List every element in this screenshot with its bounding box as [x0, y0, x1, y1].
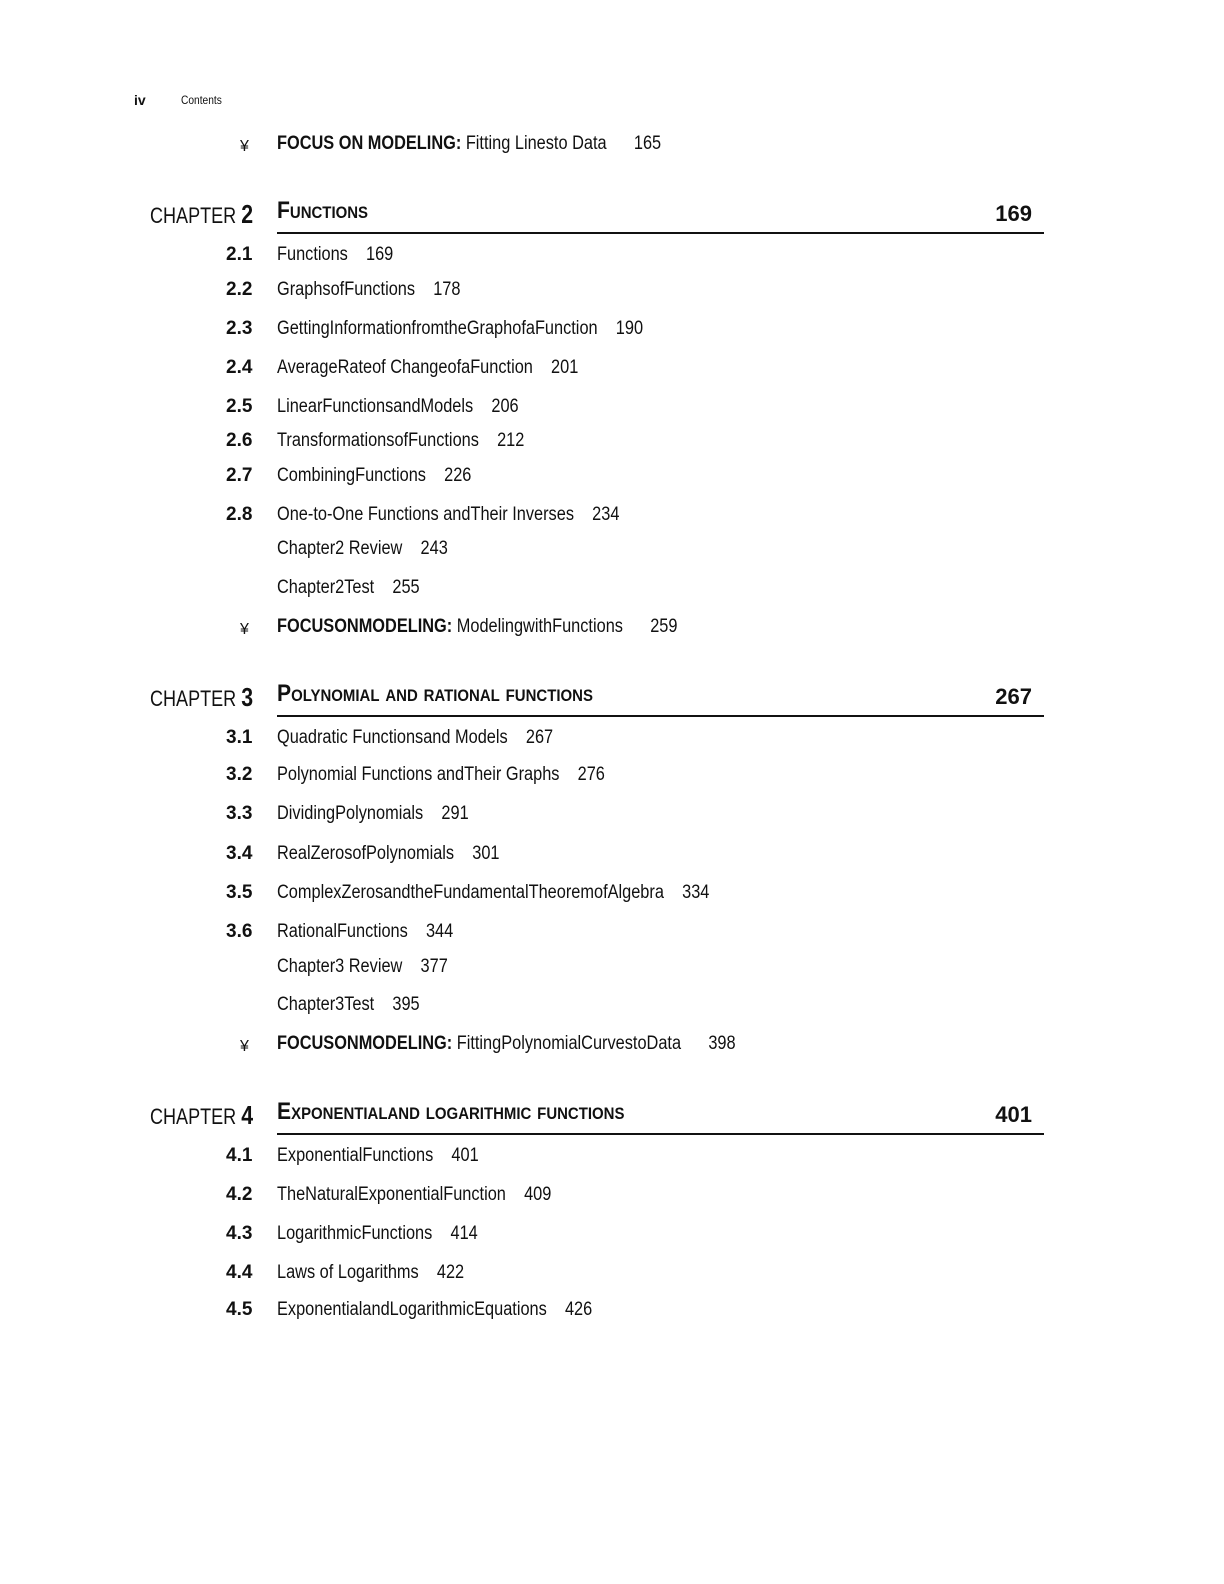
spacer: [473, 396, 491, 417]
entry-title: Polynomial Functions andTheir Graphs: [277, 764, 560, 785]
section-number: 3.2: [226, 764, 253, 785]
entry-text: [277, 1033, 736, 1055]
entry-text: [277, 616, 677, 638]
entry-title: RationalFunctions: [277, 921, 408, 942]
entry-title: FittingPolynomialCurvestoData: [456, 1033, 682, 1054]
chapter-heading[interactable]: [150, 195, 1044, 235]
spacer: [348, 244, 366, 265]
chapter-page: 267: [995, 684, 1032, 709]
chapter-title: Polynomial and rational functions: [277, 680, 593, 707]
chapter-label: [150, 682, 253, 713]
entry-title: Laws of Logarithms: [277, 1262, 419, 1283]
section-number: 2.6: [226, 430, 253, 451]
entry-page: 190: [615, 318, 644, 339]
entry-title: Chapter3 Review: [277, 956, 403, 977]
entry-text: [277, 956, 448, 978]
spacer: [423, 803, 441, 824]
spacer: [607, 133, 634, 154]
entry-page: 334: [682, 882, 710, 903]
entry-page: 178: [433, 279, 461, 300]
running-head: [134, 92, 222, 108]
spacer: [479, 430, 497, 451]
focus-prefix: FOCUSONMODELING:: [277, 616, 453, 637]
entry-page: 234: [592, 504, 620, 525]
entry-page: 212: [497, 430, 525, 451]
chapter-heading[interactable]: [150, 1096, 1044, 1136]
entry-title: GettingInformationfromtheGraphofaFunction: [277, 318, 598, 339]
chapter-title: Exponentialand logarithmic functions: [277, 1098, 625, 1125]
section-number: 4.3: [226, 1223, 253, 1244]
entry-title: GraphsofFunctions: [277, 279, 416, 300]
entry-page: 169: [366, 244, 394, 265]
section-number: 3.5: [226, 882, 253, 903]
entry-text: [277, 318, 643, 340]
entry-text: [277, 803, 469, 825]
spacer: [432, 1223, 450, 1244]
chapter-word: CHAPTER: [150, 686, 237, 711]
entry-text: [277, 504, 619, 526]
entry-text: [277, 764, 605, 786]
entry-text: [277, 882, 709, 904]
section-number: 3.6: [226, 921, 253, 942]
section-number: 4.1: [226, 1145, 253, 1166]
entry-page: 165: [633, 133, 662, 154]
chapter-word: CHAPTER: [150, 203, 237, 228]
entry-text: [277, 994, 420, 1016]
entry-page: 377: [420, 956, 448, 977]
entry-page: 201: [551, 357, 579, 378]
spacer: [547, 1299, 565, 1320]
entry-page: 398: [708, 1033, 736, 1054]
spacer: [374, 994, 392, 1015]
entry-text: [277, 430, 524, 452]
spacer: [664, 882, 682, 903]
entry-page: 301: [472, 843, 500, 864]
chapter-label: [150, 199, 253, 230]
entry-text: [277, 396, 519, 418]
entry-page: 414: [450, 1223, 478, 1244]
entry-text: [277, 279, 460, 301]
entry-title: Fitting Linesto Data: [465, 133, 607, 154]
entry-title: ExponentialandLogarithmicEquations: [277, 1299, 547, 1320]
chapter-number: 3: [241, 682, 254, 712]
chapter-number: 4: [241, 1100, 254, 1130]
spacer: [408, 921, 426, 942]
focus-icon: ¥: [240, 1038, 249, 1055]
entry-title: ModelingwithFunctions: [456, 616, 623, 637]
section-number: 4.4: [226, 1262, 253, 1283]
spacer: [415, 279, 433, 300]
section-number: 3.3: [226, 803, 253, 824]
entry-text: [277, 843, 500, 865]
section-number: 2.7: [226, 465, 253, 486]
entry-page: 401: [451, 1145, 479, 1166]
chapter-rule: [277, 232, 1044, 234]
entry-title: RealZerosofPolynomials: [277, 843, 455, 864]
chapter-heading[interactable]: [150, 678, 1044, 718]
entry-title: TransformationsofFunctions: [277, 430, 479, 451]
section-number: 2.8: [226, 504, 253, 525]
section-number: 3.1: [226, 727, 253, 748]
focus-prefix: FOCUSONMODELING:: [277, 1033, 453, 1054]
entry-page: 267: [525, 727, 554, 748]
entry-title: One-to-One Functions andTheir Inverses: [277, 504, 574, 525]
spacer: [454, 843, 472, 864]
entry-text: [277, 133, 661, 155]
entry-text: [277, 244, 393, 266]
entry-text: [277, 465, 471, 487]
entry-page: 259: [650, 616, 678, 637]
entry-title: LinearFunctionsandModels: [277, 396, 474, 417]
entry-title: DividingPolynomials: [277, 803, 424, 824]
chapter-number: 2: [241, 199, 254, 229]
entry-text: [277, 727, 553, 749]
section-number: 2.1: [226, 244, 253, 265]
section-number: 2.4: [226, 357, 253, 378]
spacer: [574, 504, 592, 525]
chapter-page: 401: [995, 1102, 1032, 1127]
page-number: iv: [134, 92, 146, 108]
spacer: [426, 465, 444, 486]
entry-title: Quadratic Functionsand Models: [277, 727, 508, 748]
entry-page: 226: [444, 465, 472, 486]
spacer: [533, 357, 551, 378]
spacer: [419, 1262, 437, 1283]
focus-icon: ¥: [240, 138, 249, 155]
spacer: [559, 764, 577, 785]
entry-title: Functions: [277, 244, 348, 265]
entry-text: [277, 538, 448, 560]
entry-title: CombiningFunctions: [277, 465, 426, 486]
entry-title: Chapter2 Review: [277, 538, 403, 559]
entry-title: Chapter2Test: [277, 577, 375, 598]
entry-page: 255: [392, 577, 420, 598]
entry-title: TheNaturalExponentialFunction: [277, 1184, 506, 1205]
chapter-word: CHAPTER: [150, 1104, 237, 1129]
chapter-page: 169: [995, 201, 1032, 226]
running-head-label: Contents: [181, 93, 222, 107]
chapter-title: Functions: [277, 197, 369, 224]
chapter-rule: [277, 715, 1044, 717]
chapter-label: [150, 1100, 253, 1131]
chapter-rule: [277, 1133, 1044, 1135]
spacer: [402, 538, 420, 559]
entry-title: LogarithmicFunctions: [277, 1223, 433, 1244]
entry-text: [277, 1184, 551, 1206]
focus-icon: ¥: [240, 621, 249, 638]
entry-page: 276: [577, 764, 605, 785]
focus-prefix: FOCUS ON MODELING:: [277, 133, 462, 154]
entry-title: Chapter3Test: [277, 994, 375, 1015]
section-number: 4.5: [226, 1299, 253, 1320]
entry-page: 243: [420, 538, 448, 559]
entry-page: 291: [441, 803, 469, 824]
entry-text: [277, 357, 578, 379]
entry-text: [277, 921, 453, 943]
entry-page: 206: [491, 396, 519, 417]
entry-title: ExponentialFunctions: [277, 1145, 434, 1166]
spacer: [623, 616, 650, 637]
entry-page: 426: [564, 1299, 593, 1320]
section-number: 2.3: [226, 318, 253, 339]
spacer: [374, 577, 392, 598]
section-number: 3.4: [226, 843, 253, 864]
spacer: [508, 727, 526, 748]
entry-text: [277, 1223, 478, 1245]
entry-page: 395: [392, 994, 420, 1015]
entry-page: 344: [425, 921, 454, 942]
section-number: 2.2: [226, 279, 253, 300]
entry-text: [277, 1262, 464, 1284]
entry-text: [277, 1299, 592, 1321]
entry-text: [277, 1145, 479, 1167]
spacer: [506, 1184, 524, 1205]
entry-page: 422: [436, 1262, 465, 1283]
spacer: [598, 318, 616, 339]
entry-page: 409: [524, 1184, 552, 1205]
spacer: [681, 1033, 708, 1054]
spacer: [433, 1145, 451, 1166]
section-number: 4.2: [226, 1184, 253, 1205]
spacer: [402, 956, 420, 977]
entry-title: ComplexZerosandtheFundamentalTheoremofAlgebra: [277, 882, 664, 903]
entry-text: [277, 577, 420, 599]
section-number: 2.5: [226, 396, 253, 417]
entry-title: AverageRateof ChangeofaFunction: [277, 357, 533, 378]
